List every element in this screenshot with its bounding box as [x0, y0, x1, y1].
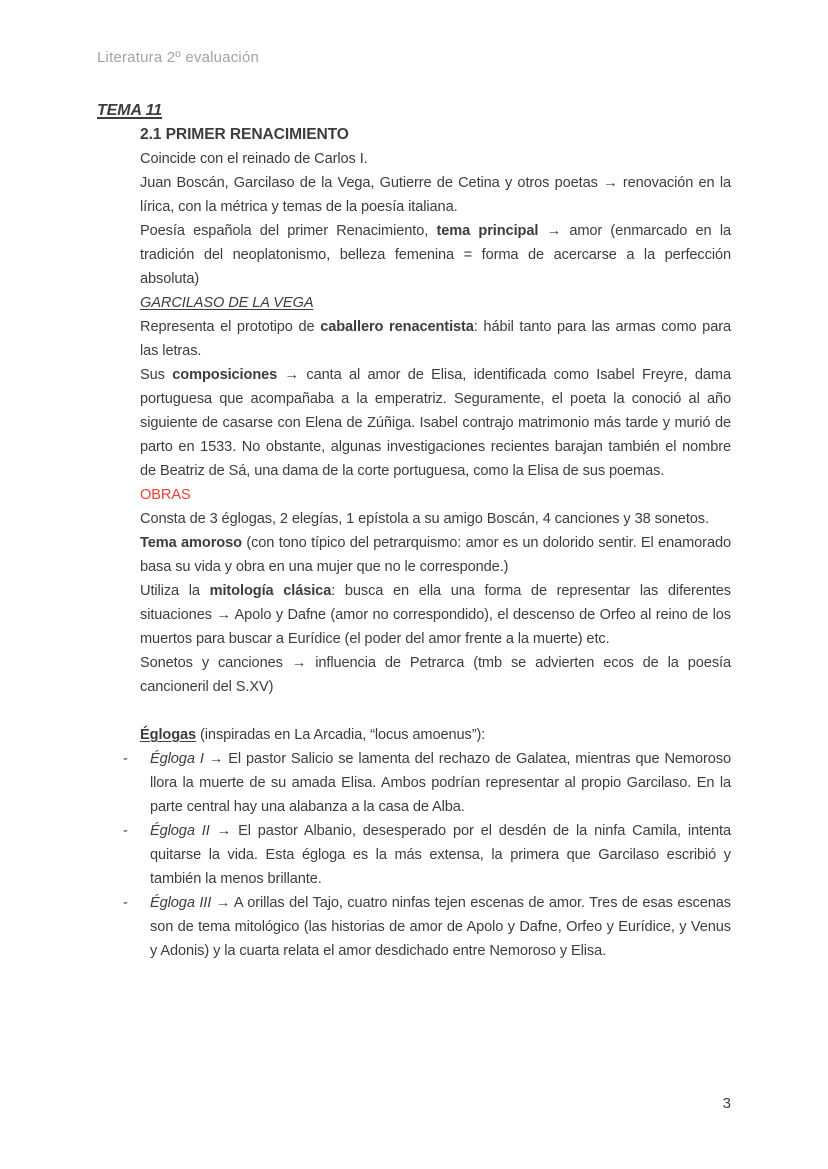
text-run: Poesía española del primer Renacimiento,	[140, 223, 437, 239]
text-run: Sus	[140, 367, 173, 383]
text-run: : busca en ella una forma de representar las diferentes situaciones → Apolo y Dafne (amor no correspondido), el descenso de Orfeo al reino de los muertos para buscar a Eurídice (el poder del amor frente a la muerte) etc.	[140, 583, 732, 647]
page-number: 3	[722, 1095, 731, 1112]
paragraph-sonetos	[140, 651, 731, 699]
text-run: Utiliza la	[140, 583, 210, 599]
text-run: → A orillas del Tajo, cuatro ninfas tejen escenas de amor. Tres de esas escenas son de tema mitológico (las historias de amor de Apolo y Dafne, Orfeo y Eurídice, y Venus y Adonis) y la cuarta relata el amor desdichado entre Nemoroso y Elisa.	[150, 895, 731, 959]
text-run: 2.1 PRIMER RENACIMIENTO	[140, 126, 349, 143]
text-run: Consta de 3 églogas, 2 elegías, 1 epístola a su amigo Boscán, 4 canciones y 38 sonetos.	[140, 511, 709, 527]
list-item-egloga-1	[123, 747, 731, 819]
paragraph-mitologia	[140, 579, 731, 651]
text-run: → El pastor Salicio se lamenta del rechazo de Galatea, mientras que Nemoroso llora la muerte de su amada Elisa. Ambos podrían representar al propio Garcilaso. En la parte central hay una alabanza a la casa de Alba.	[150, 751, 731, 815]
text-run: composiciones	[172, 367, 278, 383]
obras-heading	[140, 483, 731, 507]
text-run: mitología clásica	[209, 583, 332, 599]
text-run: Égloga I	[150, 751, 204, 767]
text-run: caballero renacentista	[320, 319, 474, 335]
text-run: tema principal	[436, 223, 539, 239]
text-run: Coincide con el reinado de Carlos I.	[140, 151, 368, 167]
subsection-heading	[140, 123, 731, 147]
paragraph-tema-amoroso	[140, 531, 731, 579]
list-item-egloga-3	[123, 891, 731, 963]
text-run: Representa el prototipo de	[140, 319, 321, 335]
paragraph-poetas	[140, 171, 731, 219]
text-run: Églogas	[140, 727, 197, 743]
text-run: (con tono típico del petrarquismo: amor es un dolorido sentir. El enamorado basa su vida y obra en una mujer que no le corresponde.)	[140, 535, 731, 575]
text-run: Égloga II	[150, 823, 210, 839]
text-run: (inspiradas en La Arcadia, “locus amoenus”):	[196, 727, 486, 743]
paragraph-composiciones	[140, 363, 731, 483]
text-run: Égloga III	[150, 895, 212, 911]
eglogas-heading	[140, 723, 731, 747]
paragraph-carlos	[140, 147, 731, 171]
text-run: : hábil tanto para las armas como para las letras.	[140, 319, 731, 359]
tema-title	[97, 99, 731, 123]
list-item-marker: -	[123, 823, 128, 839]
text-run: TEMA 11	[97, 102, 163, 119]
paragraph-prototipo	[140, 315, 731, 363]
text-run: Sonetos y canciones → influencia de Petrarca (tmb se advierten ecos de la poesía cancioneril del S.XV)	[140, 655, 731, 695]
list-item-egloga-2	[123, 819, 731, 891]
text-run: Tema amoroso	[140, 535, 242, 551]
text-run: Juan Boscán, Garcilaso de la Vega, Gutierre de Cetina y otros poetas → renovación en la lírica, con la métrica y temas de la poesía italiana.	[140, 175, 731, 215]
list-item-marker: -	[123, 751, 128, 767]
text-run: OBRAS	[140, 487, 191, 503]
paragraph-tema-principal	[140, 219, 731, 291]
list-item-marker: -	[123, 895, 128, 911]
garcilaso-heading	[140, 291, 731, 315]
running-header: Literatura 2º evaluación	[97, 49, 260, 66]
document-body	[97, 99, 731, 963]
spacer	[97, 699, 731, 723]
paragraph-consta	[140, 507, 731, 531]
text-run: → El pastor Albanio, desesperado por el desdén de la ninfa Camila, intenta quitarse la vida. Esta égloga es la más extensa, la primera que Garcilaso escribió y también la menos brillante.	[150, 823, 731, 887]
text-run: GARCILASO DE LA VEGA	[140, 295, 314, 311]
text-run: → canta al amor de Elisa, identificada como Isabel Freyre, dama portuguesa que acompañaba a la emperatriz. Seguramente, el poeta la conoció al año siguiente de casarse con Elena de Zúñiga. Isabel contrajo matrimonio más tarde y murió de parto en 1533. No obstante, algunas investigaciones recientes barajan también el nombre de Beatriz de Sá, una dama de la corte portuguesa, como la Elisa de sus poemas.	[140, 367, 731, 479]
text-run: → amor (enmarcado en la tradición del neoplatonismo, belleza femenina = forma de acercarse a la perfección absoluta)	[140, 223, 731, 287]
